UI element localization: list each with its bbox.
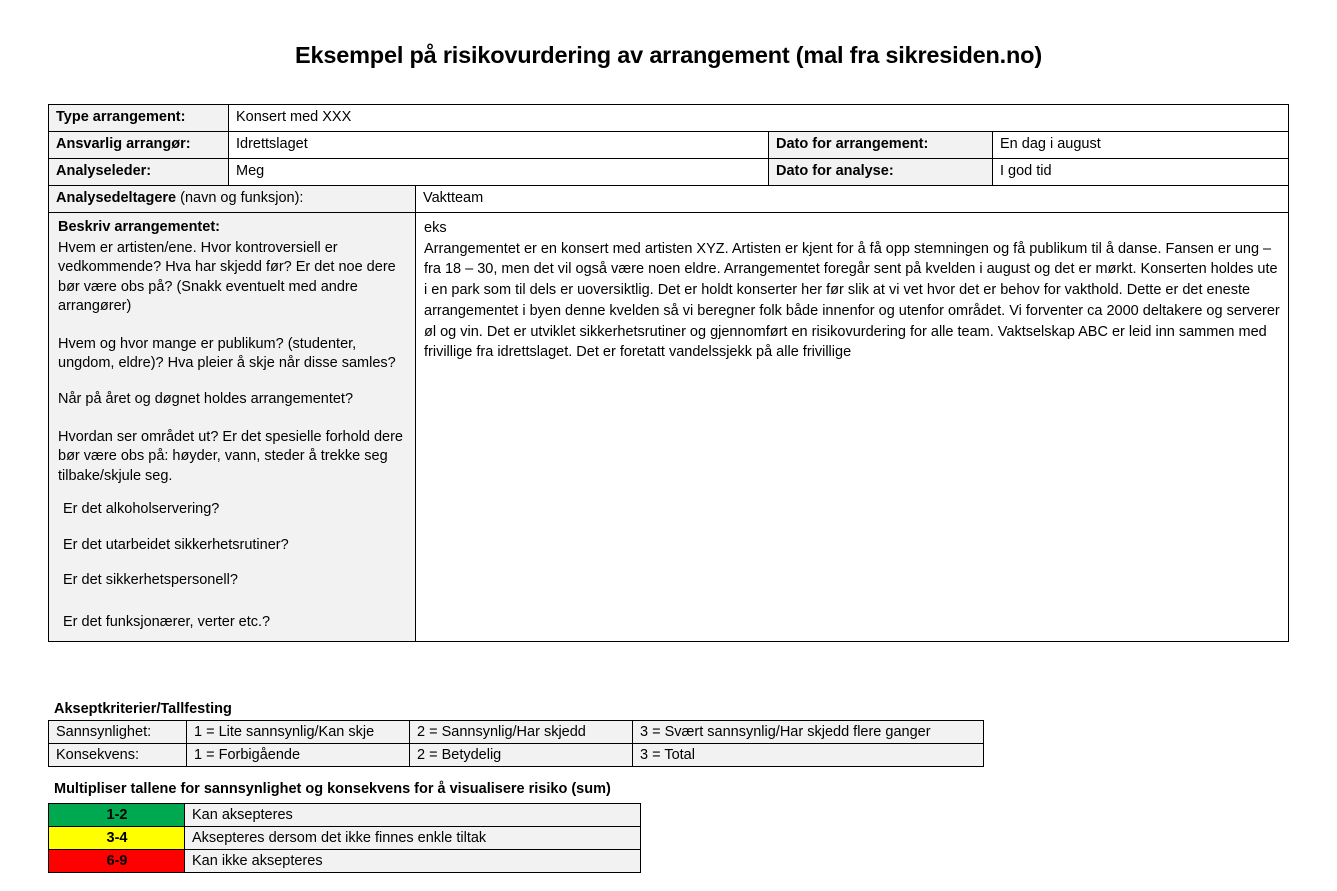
question-publikum: Hvem og hvor mange er publikum? (studenter, ungdom, eldre)? Hva pleier å skje når disse samles? [58, 335, 396, 372]
page-title: Eksempel på risikovurdering av arrangement (mal fra sikresiden.no) [295, 42, 1042, 68]
value-type-arrangement[interactable]: Konsert med XXX [229, 105, 1289, 132]
value-dato-for-arrangement[interactable]: En dag i august [993, 132, 1289, 159]
label-dato-for-arrangement: Dato for arrangement: [769, 132, 993, 159]
risk-swatch-red: 6-9 [49, 850, 185, 873]
risk-swatch-green: 1-2 [49, 804, 185, 827]
label-type-arrangement: Type arrangement: [49, 105, 229, 132]
label-analysedeltagere [49, 186, 416, 213]
description-row [49, 213, 1289, 642]
answer-label: eks [424, 220, 447, 236]
table-row [49, 132, 1289, 159]
risk-swatch-yellow: 3-4 [49, 827, 185, 850]
list-item [49, 804, 641, 827]
konsekvens-level-2: 2 = Betydelig [410, 744, 633, 767]
risk-description-yellow: Aksepteres dersom det ikke finnes enkle tiltak [185, 827, 641, 850]
question-tidspunkt: Når på året og døgnet holdes arrangementet? [58, 390, 354, 407]
list-item [49, 827, 641, 850]
description-heading: Beskriv arrangementet: [58, 219, 220, 235]
question-artist: Hvem er artisten/ene. Hvor kontroversiell er vedkommende? Hva har skjedd før? Er det noe dere bør være obs på? (Snakk eventuelt med andre arrangører) [58, 239, 396, 315]
konsekvens-level-3: 3 = Total [633, 744, 984, 767]
description-questions-cell [49, 213, 416, 642]
value-analysedeltagere[interactable]: Vaktteam [416, 186, 1289, 213]
konsekvens-level-1: 1 = Forbigående [187, 744, 410, 767]
analysedeltagere-bold: Analysedeltagere [56, 190, 177, 207]
risk-legend-table [48, 803, 641, 873]
value-analyseleder[interactable]: Meg [229, 159, 769, 186]
label-analyseleder: Analyseleder: [49, 159, 229, 186]
accept-criteria-heading: Akseptkriterier/Tallfesting [54, 701, 232, 717]
question-sikkerhetspersonell: Er det sikkerhetspersonell? [63, 572, 238, 589]
table-row [49, 721, 984, 744]
table-row [49, 105, 1289, 132]
risk-description-red: Kan ikke aksepteres [185, 850, 641, 873]
question-omrade: Hvordan ser området ut? Er det spesielle forhold dere bør være obs på: høyder, vann, steder å trekke seg tilbake/skjule seg. [58, 428, 403, 484]
question-sikkerhetsrutiner: Er det utarbeidet sikkerhetsrutiner? [63, 536, 289, 553]
risk-legend-heading: Multipliser tallene for sannsynlighet og konsekvens for å visualisere risiko (sum) [54, 781, 611, 797]
sannsynlighet-level-2: 2 = Sannsynlig/Har skjedd [410, 721, 633, 744]
question-alkoholservering: Er det alkoholservering? [63, 501, 220, 518]
risk-description-green: Kan aksepteres [185, 804, 641, 827]
label-sannsynlighet: Sannsynlighet: [49, 721, 187, 744]
value-dato-for-analyse[interactable]: I god tid [993, 159, 1289, 186]
table-row [49, 186, 1289, 213]
description-answer-cell[interactable] [416, 213, 1289, 642]
label-ansvarlig-arrangor: Ansvarlig arrangør: [49, 132, 229, 159]
list-item [49, 850, 641, 873]
accept-criteria-table [48, 720, 984, 767]
event-info-table [48, 104, 1289, 642]
table-row [49, 159, 1289, 186]
analysedeltagere-suffix: (navn og funksjon): [176, 190, 304, 207]
sannsynlighet-level-3: 3 = Svært sannsynlig/Har skjedd flere ganger [633, 721, 984, 744]
question-funksjonarer: Er det funksjonærer, verter etc.? [63, 613, 271, 630]
label-dato-for-analyse: Dato for analyse: [769, 159, 993, 186]
label-konsekvens: Konsekvens: [49, 744, 187, 767]
answer-text: Arrangementet er en konsert med artisten XYZ. Artisten er kjent for å få opp stemningen og få publikum til å danse. Fansen er ung – fra 18 – 30, men det vil også være noen eldre. Arrangementet foregår sent på kvelden i august og det er mørkt. Konserten holdes ute i en park som til dels er uoversiktlig. Det er holdt konserter her før slik at vi vet hvor det er behov for vakthold. Dette er det eneste arrangementet i byen denne kvelden så vi beregner folk både innenfor og utenfor området. Vi forventer ca 2000 deltakere og serverer øl og vin. Det er utviklet sikkerhetsrutiner og gjennomført en risikovurdering for alle team. Vaktselskap ABC er leid inn sammen med frivillige fra idrettslaget. Det er foretatt vandelssjekk på alle frivillige [424, 240, 1280, 361]
value-ansvarlig-arrangor[interactable]: Idrettslaget [229, 132, 769, 159]
sannsynlighet-level-1: 1 = Lite sannsynlig/Kan skje [187, 721, 410, 744]
table-row [49, 744, 984, 767]
